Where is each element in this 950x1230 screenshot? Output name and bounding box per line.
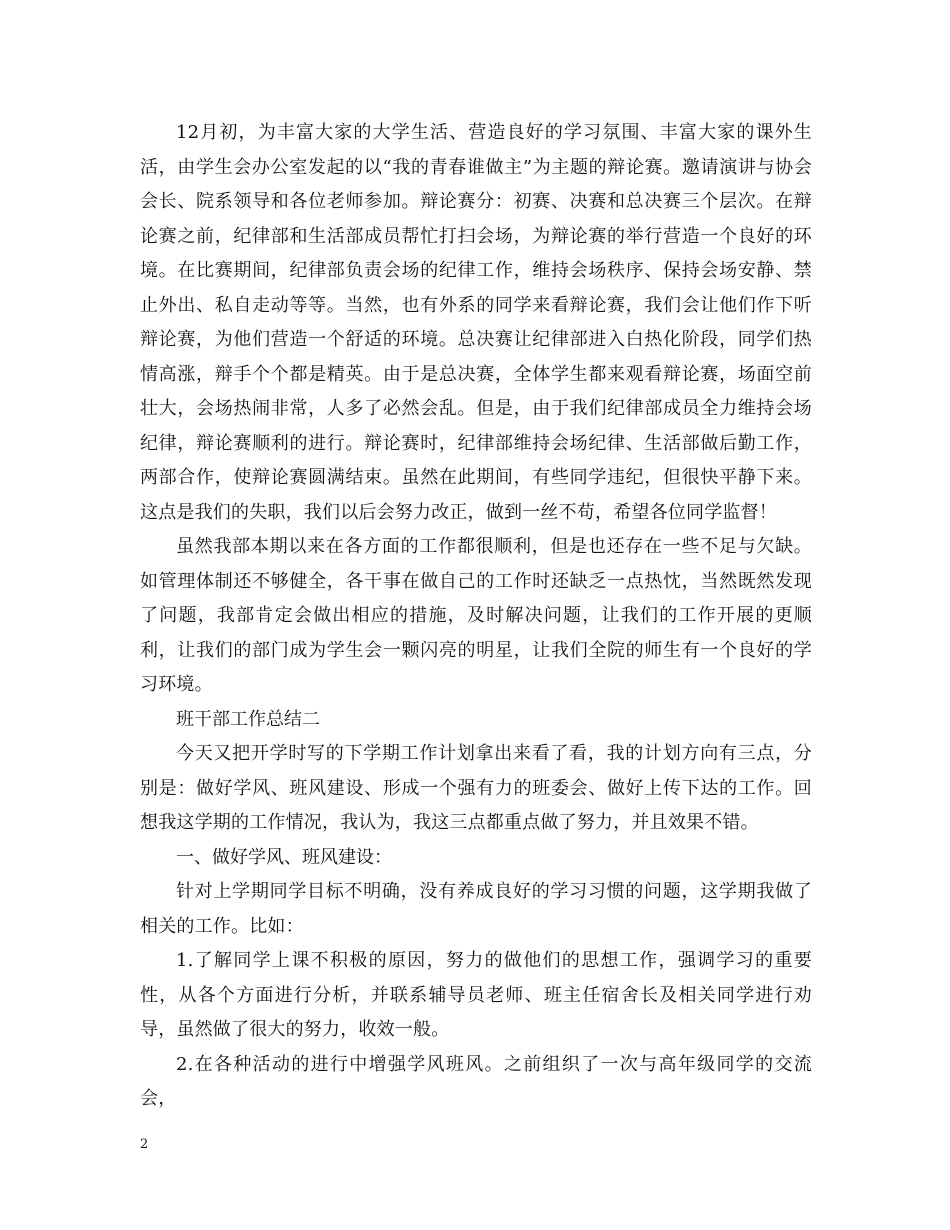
paragraph-plan-review: 今天又把开学时写的下学期工作计划拿出来看了看，我的计划方向有三点，分别是：做好学风、班风建设、形成一个强有力的班委会、做好上传下达的工作。回想我这学期的工作情况，我认为，我这三点都重点做了努力，并且效果不错。: [140, 743, 812, 833]
list-item-1: 1.了解同学上课不积极的原因，努力的做他们的思想工作，强调学习的重要性，从各个方面进行分析，并联系辅导员老师、班主任宿舍长及相关同学进行劝导，虽然做了很大的努力，收效一般。: [140, 950, 812, 1040]
subsection-heading: 一、做好学风、班风建设：: [176, 846, 392, 868]
section-heading: 班干部工作总结二: [176, 708, 320, 730]
list-item-2: 2.在各种活动的进行中增强学风班风。之前组织了一次与高年级同学的交流会，: [140, 1053, 812, 1109]
page-number: 2: [140, 1137, 149, 1152]
document-body: [140, 116, 812, 1117]
paragraph-shortcomings: 虽然我部本期以来在各方面的工作都很顺利，但是也还存在一些不足与欠缺。如管理体制还不够健全，各干事在做自己的工作时还缺乏一点热忱，当然既然发现了问题，我部肯定会做出相应的措施，及时解决问题，让我们的工作开展的更顺利，让我们的部门成为学生会一颗闪亮的明星，让我们全院的师生有一个良好的学习环境。: [140, 536, 812, 695]
paragraph-study-goals: 针对上学期同学目标不明确，没有养成良好的学习习惯的问题，这学期我做了相关的工作。比如：: [140, 881, 812, 937]
paragraph-debate-summary: 12月初，为丰富大家的大学生活、营造良好的学习氛围、丰富大家的课外生活，由学生会办公室发起的以“我的青春谁做主”为主题的辩论赛。邀请演讲与协会会长、院系领导和各位老师参加。辩论赛分：初赛、决赛和总决赛三个层次。在辩论赛之前，纪律部和生活部成员帮忙打扫会场，为辩论赛的举行营造一个良好的环境。在比赛期间，纪律部负责会场的纪律工作，维持会场秩序、保持会场安静、禁止外出、私自走动等等。当然，也有外系的同学来看辩论赛，我们会让他们作下听辩论赛，为他们营造一个舒适的环境。总决赛让纪律部进入白热化阶段，同学们热情高涨，辩手个个都是精英。由于是总决赛，全体学生都来观看辩论赛，场面空前壮大，会场热闹非常，人多了必然会乱。但是，由于我们纪律部成员全力维持会场纪律，辩论赛顺利的进行。辩论赛时，纪律部维持会场纪律、生活部做后勤工作，两部合作，使辩论赛圆满结束。虽然在此期间，有些同学违纪，但很快平静下来。这点是我们的失职，我们以后会努力改正，做到一丝不苟，希望各位同学监督！: [140, 122, 812, 523]
